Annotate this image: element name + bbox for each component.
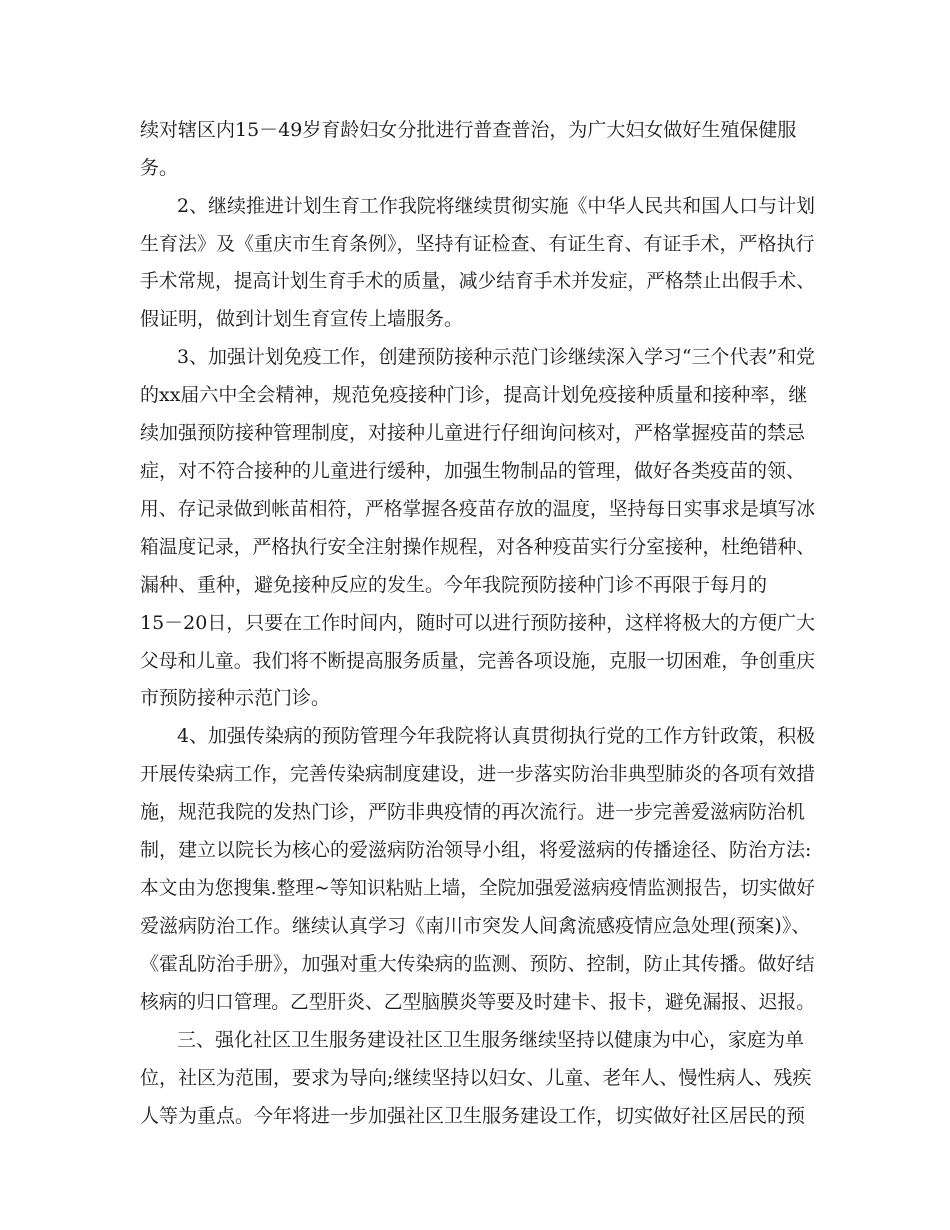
text-line: 箱温度记录，严格执行安全注射操作规程，对各种疫苗实行分室接种，杜绝错种、: [140, 536, 815, 558]
text-line: 三、强化社区卫生服务建设社区卫生服务继续坚持以健康为中心，家庭为单: [177, 1029, 805, 1051]
text-line: 核病的归口管理。乙型肝炎、乙型脑膜炎等要及时建卡、报卡，避免漏报、迟报。: [140, 991, 815, 1013]
text-line: 续对辖区内15－49岁育龄妇女分批进行普查普治，为广大妇女做好生殖保健服: [140, 119, 797, 141]
text-line: 爱滋病防治工作。继续认真学习《南川市突发人间禽流感疫情应急处理(预案)》、: [140, 915, 811, 937]
text-line: 务。: [140, 157, 179, 179]
text-line: 开展传染病工作，完善传染病制度建设，进一步落实防治非典型肺炎的各项有效措: [140, 763, 815, 785]
text-line: 假证明，做到计划生育宣传上墙服务。: [140, 308, 464, 330]
text-line: 4、加强传染病的预防管理今年我院将认真贯彻执行党的工作方针政策，积极: [177, 725, 816, 747]
text-line: 手术常规，提高计划生育手术的质量，减少结育手术并发症，严格禁止出假手术、: [140, 270, 815, 292]
text-line: 症，对不符合接种的儿童进行缓种，加强生物制品的管理，做好各类疫苗的领、: [140, 460, 806, 482]
text-line: 3、加强计划免疫工作，创建预防接种示范门诊继续深入学习“三个代表”和党: [177, 346, 815, 368]
text-line: 生育法》及《重庆市生育条例》，坚持有证检查、有证生育、有证手术，严格执行: [140, 233, 815, 255]
text-line: 位，社区为范围，要求为导向;继续坚持以妇女、儿童、老年人、慢性病人、残疾: [140, 1067, 812, 1089]
text-line: 施，规范我院的发热门诊，严防非典疫情的再次流行。进一步完善爱滋病防治机: [140, 801, 806, 823]
text-line: 本文由为您搜集.整理~等知识粘贴上墙，全院加强爱滋病疫情监测报告，切实做好: [140, 877, 816, 899]
text-line: 续加强预防接种管理制度，对接种儿童进行仔细询问核对，严格掌握疫苗的禁忌: [140, 422, 806, 444]
text-line: 用、存记录做到帐苗相符，严格掌握各疫苗存放的温度，坚持每日实事求是填写冰: [140, 498, 815, 520]
text-line: 的xx届六中全会精神，规范免疫接种门诊，提高计划免疫接种质量和接种率，继: [140, 384, 808, 406]
text-line: 市预防接种示范门诊。: [140, 687, 331, 709]
text-line: 2、继续推进计划生育工作我院将继续贯彻实施《中华人民共和国人口与计划: [177, 195, 816, 217]
text-line: 漏种、重种，避免接种反应的发生。今年我院预防接种门诊不再限于每月的: [140, 574, 768, 596]
text-line: 人等为重点。今年将进一步加强社区卫生服务建设工作，切实做好社区居民的预: [140, 1105, 806, 1127]
text-line: 《霍乱防治手册》，加强对重大传染病的监测、预防、控制，防止其传播。做好结: [140, 953, 815, 975]
text-line: 15－20日，只要在工作时间内，随时可以进行预防接种，这样将极大的方便广大: [140, 612, 816, 634]
text-line: 制，建立以院长为核心的爱滋病防治领导小组，将爱滋病的传播途径、防治方法:: [140, 839, 812, 861]
text-line: 父母和儿童。我们将不断提高服务质量，完善各项设施，克服一切困难，争创重庆: [140, 650, 815, 672]
